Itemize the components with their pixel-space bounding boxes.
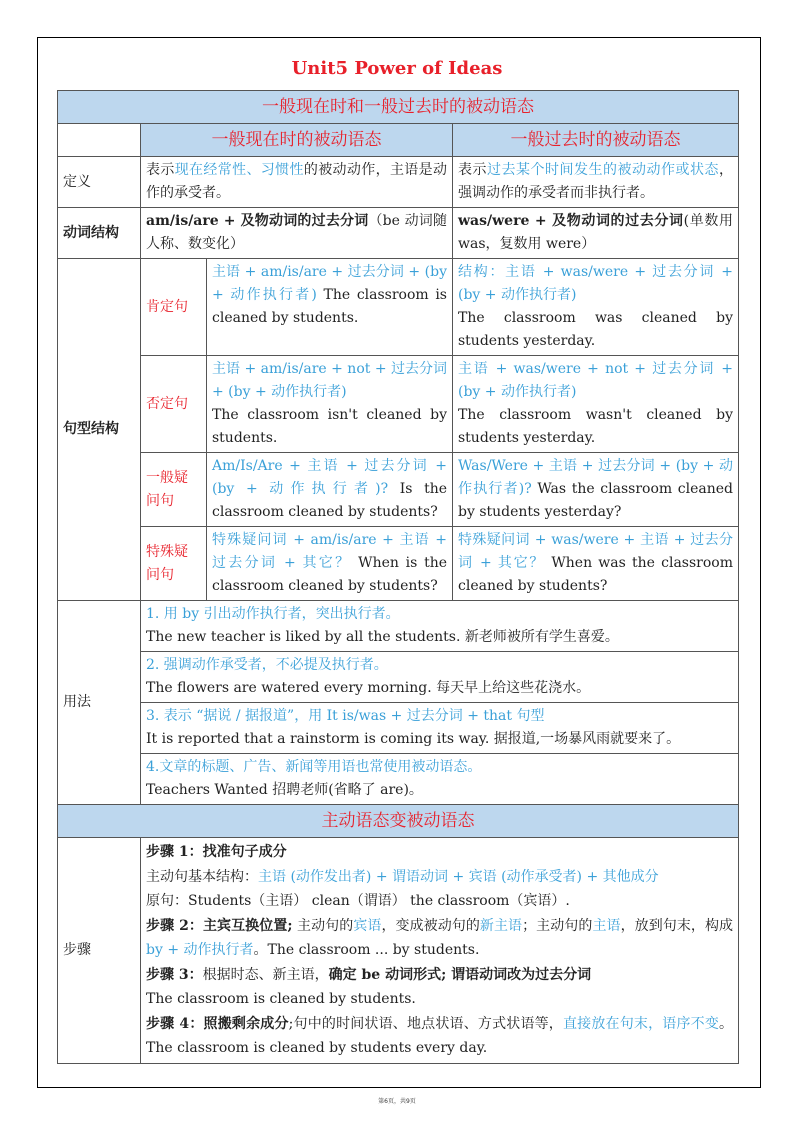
- col-present-header: 一般现在时的被动语态: [141, 124, 453, 157]
- verb-structure-present: am/is/are + 及物动词的过去分词（be 动词随人称、数变化）: [141, 208, 453, 259]
- usage-item: 1. 用 by 引出动作执行者，突出执行者。 The new teacher is liked by all the students. 新老师被所有学生喜爱。: [141, 601, 739, 652]
- negative-present: 主语 + am/is/are + not + 过去分词 + (by + 动作执行者) The classroom isn't cleaned by students.: [207, 356, 453, 453]
- wh-question-label: 特殊疑问句: [141, 527, 207, 601]
- step1-title: 步骤 1：找准句子成分: [146, 844, 287, 860]
- sentence-structure-label: 句型结构: [58, 259, 141, 601]
- negative-label: 否定句: [141, 356, 207, 453]
- verb-structure-past: was/were + 及物动词的过去分词(单数用 was，复数用 were）: [453, 208, 739, 259]
- step1-structure: 主动句基本结构：主语 (动作发出者) + 谓语动词 + 宾语 (动作承受者) + 其他成分: [146, 868, 659, 885]
- section1-header: 一般现在时和一般过去时的被动语态: [58, 91, 739, 124]
- wh-question-past: 特殊疑问词 + was/were + 主语 + 过去分词 + 其它？ When was the classroom cleaned by students?: [453, 527, 739, 601]
- section2-header: 主动语态变被动语态: [58, 805, 739, 838]
- grammar-table: [57, 90, 739, 1064]
- definition-label: 定义: [58, 157, 141, 208]
- affirmative-present: 主语 + am/is/are + 过去分词 + (by + 动作执行者) The classroom is cleaned by students.: [207, 259, 453, 356]
- definition-present: 表示现在经常性、习惯性的被动动作，主语是动作的承受者。: [141, 157, 453, 208]
- wh-question-present: 特殊疑问词 + am/is/are + 主语 + 过去分词 + 其它？ When is the classroom cleaned by students?: [207, 527, 453, 601]
- step3-example: The classroom is cleaned by students.: [146, 991, 416, 1007]
- negative-past: 主语 + was/were + not + 过去分词 + (by + 动作执行者) The classroom wasn't cleaned by students yesterday.: [453, 356, 739, 453]
- definition-past: 表示过去某个时间发生的被动动作或状态，强调动作的承受者而非执行者。: [453, 157, 739, 208]
- yes-no-question-past: Was/Were + 主语 + 过去分词 + (by + 动作执行者)? Was the classroom cleaned by students yesterday?: [453, 453, 739, 527]
- page-title: Unit5 Power of Ideas: [291, 58, 503, 79]
- blank-cell: [58, 124, 141, 157]
- col-past-header: 一般过去时的被动语态: [453, 124, 739, 157]
- step4: 步骤 4：照搬剩余成分;句中的时间状语、地点状语、方式状语等，直接放在句末，语序不变。The classroom is cleaned by students every day.: [146, 1015, 734, 1056]
- yes-no-question-label: 一般疑问句: [141, 453, 207, 527]
- affirmative-past: 结构：主语 + was/were + 过去分词 + (by + 动作执行者) The classroom was cleaned by students yesterday.: [453, 259, 739, 356]
- step3: 步骤 3：根据时态、新主语，确定 be 动词形式; 谓语动词改为过去分词: [146, 966, 592, 983]
- usage-item: 4.文章的标题、广告、新闻等用语也常使用被动语态。 Teachers Wanted 招聘老师(省略了 are)。: [141, 754, 739, 805]
- usage-label: 用法: [58, 601, 141, 805]
- page-footer: 第6页，共9页: [378, 1098, 416, 1105]
- step1-example: 原句：Students（主语） clean（谓语） the classroom（宾语）.: [146, 893, 570, 909]
- yes-no-question-present: Am/Is/Are + 主语 + 过去分词 + (by + 动作执行者)? Is the classroom cleaned by students?: [207, 453, 453, 527]
- step2: 步骤 2：主宾互换位置; 主动句的宾语，变成被动句的新主语；主动句的主语，放到句末，构成 by + 动作执行者。The classroom ... by students.: [146, 917, 734, 958]
- verb-structure-label: 动词结构: [58, 208, 141, 259]
- steps-label: 步骤: [58, 838, 141, 1064]
- steps-content: [141, 838, 739, 1064]
- usage-item: 3. 表示 “据说 / 据报道”，用 It is/was + 过去分词 + that 句型 It is reported that a rainstorm is coming its way. 据报道,一场暴风雨就要来了。: [141, 703, 739, 754]
- usage-item: 2. 强调动作承受者，不必提及执行者。 The flowers are watered every morning. 每天早上给这些花浇水。: [141, 652, 739, 703]
- affirmative-label: 肯定句: [141, 259, 207, 356]
